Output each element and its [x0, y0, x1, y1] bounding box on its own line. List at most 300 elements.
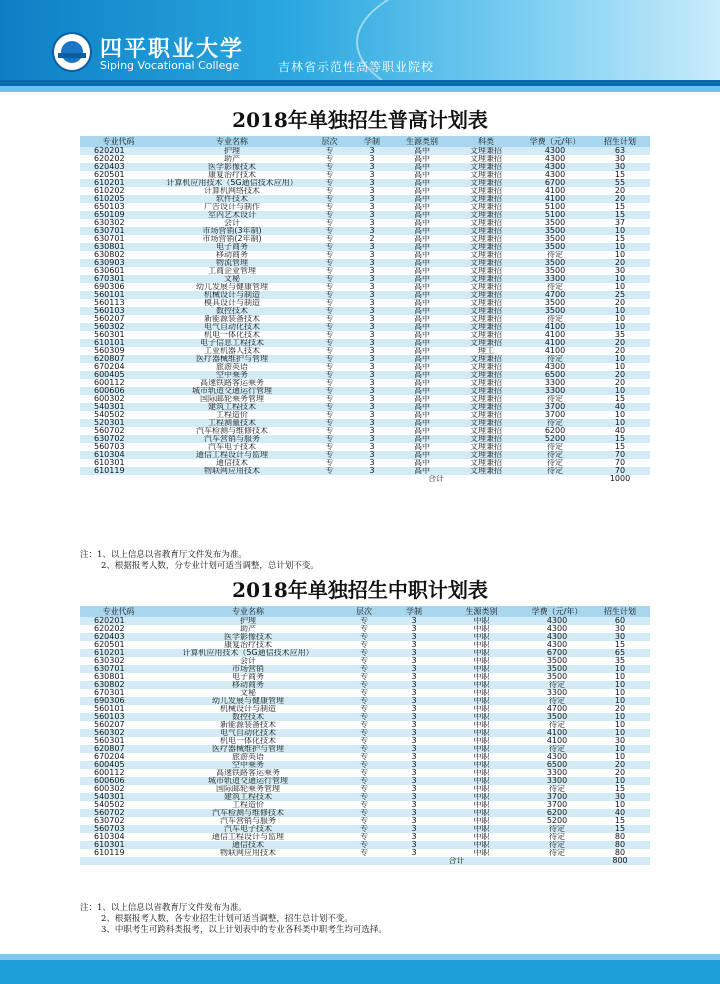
- column-header: 学制: [389, 606, 439, 617]
- table-cell: 中职: [439, 705, 524, 713]
- table-row: [80, 841, 650, 849]
- table-cell: 4300: [520, 147, 590, 155]
- table-cell: 文理兼招: [452, 371, 520, 379]
- total-row: [80, 475, 650, 483]
- table-cell: 4300: [524, 625, 590, 633]
- table-cell: 新能源装备技术: [157, 315, 307, 323]
- table-cell: 专: [339, 697, 389, 705]
- table-cell: 3: [352, 259, 392, 267]
- table-cell: 专: [307, 459, 352, 467]
- table-cell: 4100: [520, 323, 590, 331]
- table-row: [80, 227, 650, 235]
- table-row: [80, 235, 650, 243]
- table-cell: 3500: [520, 219, 590, 227]
- table-cell: 专: [339, 817, 389, 825]
- table-row: [80, 219, 650, 227]
- table1-title: 2018年单独招生普高计划表: [232, 108, 488, 132]
- table-cell: 文理兼招: [452, 275, 520, 283]
- table-cell: 待定: [524, 721, 590, 729]
- table-row: [80, 243, 650, 251]
- table-cell: 高中: [392, 147, 452, 155]
- table-cell: 专: [307, 387, 352, 395]
- table-cell: 待定: [520, 315, 590, 323]
- table-cell: 专: [307, 219, 352, 227]
- table-cell: 专: [307, 347, 352, 355]
- table-cell: 专: [307, 395, 352, 403]
- school-name-en: Siping Vocational College: [100, 59, 240, 72]
- table-cell: 3: [352, 355, 392, 363]
- table-cell: 文秘: [157, 275, 307, 283]
- table-cell: 20: [590, 761, 650, 769]
- table-cell: 6700: [524, 649, 590, 657]
- table-row: [80, 817, 650, 825]
- table-cell: 专: [307, 251, 352, 259]
- table-cell: 文理兼招: [452, 259, 520, 267]
- table-row: [80, 323, 650, 331]
- table-cell: 40: [590, 427, 650, 435]
- table-cell: 中职: [439, 673, 524, 681]
- table-cell: 会计: [157, 657, 339, 665]
- table-cell: 6500: [524, 761, 590, 769]
- table-cell: 新能源装备技术: [157, 721, 339, 729]
- table-cell: 待定: [524, 697, 590, 705]
- table-cell: 高中: [392, 291, 452, 299]
- note-line: 2、根据报考人数，分专业计划可适当调整，总计划不变。: [101, 561, 319, 571]
- table-cell: 高中: [392, 307, 452, 315]
- table-cell: 4100: [520, 195, 590, 203]
- table-cell: 医疗器械维护与管理: [157, 355, 307, 363]
- table-cell: 高中: [392, 459, 452, 467]
- table-cell: 专: [339, 753, 389, 761]
- table-cell: 3: [389, 649, 439, 657]
- table-cell: 专: [339, 713, 389, 721]
- table-cell: 35: [590, 657, 650, 665]
- table-cell: 80: [590, 833, 650, 841]
- table-cell: 文理兼招: [452, 323, 520, 331]
- table-cell: 文理兼招: [452, 427, 520, 435]
- table-cell: 专: [339, 633, 389, 641]
- table-cell: 70: [590, 467, 650, 475]
- table-cell: 专: [307, 467, 352, 475]
- table-cell: 10: [590, 721, 650, 729]
- table-cell: 专: [307, 307, 352, 315]
- table-cell: 70: [590, 451, 650, 459]
- table-cell: 高中: [392, 363, 452, 371]
- table-cell: 80: [590, 841, 650, 849]
- table-row: [80, 769, 650, 777]
- table-cell: 600405: [80, 371, 157, 379]
- table-cell: 630701: [80, 665, 157, 673]
- table-cell: 600112: [80, 769, 157, 777]
- table-cell: 汽车检测与维修技术: [157, 809, 339, 817]
- table-row: [80, 403, 650, 411]
- table-row: [80, 379, 650, 387]
- table-row: [80, 673, 650, 681]
- table-cell: 医学影像技术: [157, 633, 339, 641]
- table-row: [80, 267, 650, 275]
- table-cell: 10: [590, 355, 650, 363]
- table-cell: 高中: [392, 355, 452, 363]
- table-cell: 610201: [80, 179, 157, 187]
- table-cell: 10: [590, 243, 650, 251]
- table-cell: 专: [339, 769, 389, 777]
- table-cell: 3500: [524, 713, 590, 721]
- table-cell: 4100: [524, 729, 590, 737]
- table-row: [80, 331, 650, 339]
- table-cell: 15: [590, 235, 650, 243]
- total-row: [80, 857, 650, 865]
- table-cell: 机电一体化技术: [157, 737, 339, 745]
- table-cell: 3: [352, 427, 392, 435]
- table-cell: 3: [352, 283, 392, 291]
- table-cell: 3: [389, 777, 439, 785]
- table-cell: 3: [352, 219, 392, 227]
- table-row: [80, 625, 650, 633]
- table-cell: 待定: [520, 459, 590, 467]
- table-row: [80, 291, 650, 299]
- note-line: 注：1、以上信息以省教育厅文件发布为准。: [80, 550, 247, 560]
- table-cell: 文理兼招: [452, 243, 520, 251]
- table-cell: 工程造价: [157, 411, 307, 419]
- table-row: [80, 203, 650, 211]
- table-cell: 文理兼招: [452, 411, 520, 419]
- table-cell: 610101: [80, 339, 157, 347]
- table-cell: 3700: [520, 403, 590, 411]
- table-cell: 中职: [439, 721, 524, 729]
- table-cell: 专: [307, 419, 352, 427]
- table-cell: 20: [590, 187, 650, 195]
- table-cell: 专: [307, 371, 352, 379]
- table-cell: 待定: [520, 251, 590, 259]
- table-cell: 15: [590, 435, 650, 443]
- table-cell: 3: [389, 825, 439, 833]
- table-cell: 专: [307, 363, 352, 371]
- table-cell: 物联网应用技术: [157, 849, 339, 857]
- table-cell: 3: [389, 849, 439, 857]
- table-cell: 3500: [524, 657, 590, 665]
- table-cell: 待定: [520, 419, 590, 427]
- table-cell: 数控技术: [157, 307, 307, 315]
- table-cell: 待定: [520, 283, 590, 291]
- table-cell: 600302: [80, 395, 157, 403]
- table-cell: 3300: [520, 379, 590, 387]
- table-cell: 4700: [524, 705, 590, 713]
- table-row: [80, 825, 650, 833]
- table-cell: 市场营销(3年制): [157, 227, 307, 235]
- table-cell: 电气自动化技术: [157, 729, 339, 737]
- table-row: [80, 459, 650, 467]
- table-cell: 中职: [439, 777, 524, 785]
- table-cell: 高中: [392, 371, 452, 379]
- table-cell: 专: [307, 403, 352, 411]
- table-cell: 专: [339, 729, 389, 737]
- page-header: [0, 0, 720, 92]
- table-row: [80, 705, 650, 713]
- table-cell: 文理兼招: [452, 451, 520, 459]
- table-cell: 4100: [520, 339, 590, 347]
- table-cell: 国际邮轮乘务管理: [157, 395, 307, 403]
- table-cell: 560103: [80, 713, 157, 721]
- table-cell: 4300: [520, 163, 590, 171]
- table-cell: 文理兼招: [452, 395, 520, 403]
- table-cell: 康复治疗技术: [157, 641, 339, 649]
- table-cell: 机电一体化技术: [157, 331, 307, 339]
- table-cell: 670301: [80, 275, 157, 283]
- table-cell: 中职: [439, 801, 524, 809]
- table-cell: 专: [307, 259, 352, 267]
- table-cell: 3: [352, 371, 392, 379]
- table-cell: 65: [590, 649, 650, 657]
- table-cell: 3: [352, 339, 392, 347]
- table-row: [80, 339, 650, 347]
- table-cell: 670301: [80, 689, 157, 697]
- table-cell: 专: [339, 785, 389, 793]
- table-row: [80, 147, 650, 155]
- table-cell: 幼儿发展与健康管理: [157, 697, 339, 705]
- table2-notes: [80, 903, 680, 936]
- table-cell: 医学影像技术: [157, 163, 307, 171]
- table-cell: 文理兼招: [452, 307, 520, 315]
- table-cell: 文理兼招: [452, 251, 520, 259]
- table-cell: 工程造价: [157, 801, 339, 809]
- table-cell: 610301: [80, 841, 157, 849]
- table-cell: 模具设计与制造: [157, 299, 307, 307]
- table-row: [80, 347, 650, 355]
- table-cell: 待定: [524, 681, 590, 689]
- table-cell: 3: [352, 211, 392, 219]
- page-footer: [0, 954, 720, 984]
- table-cell: 3300: [524, 777, 590, 785]
- table-row: [80, 793, 650, 801]
- table-cell: 中职: [439, 841, 524, 849]
- table-cell: 3: [352, 163, 392, 171]
- table-cell: 560101: [80, 291, 157, 299]
- table-cell: 机械设计与制造: [157, 291, 307, 299]
- column-header: 专业代码: [80, 606, 157, 617]
- column-header: 招生计划: [590, 136, 650, 147]
- table-cell: 3: [352, 147, 392, 155]
- table-cell: 城市轨道交通运行管理: [157, 777, 339, 785]
- table-cell: 高中: [392, 195, 452, 203]
- table-cell: 15: [590, 211, 650, 219]
- table-cell: 专: [307, 171, 352, 179]
- table-cell: 3: [352, 395, 392, 403]
- table-cell: 旅游英语: [157, 363, 307, 371]
- table-cell: 专: [339, 793, 389, 801]
- table-cell: 3300: [524, 769, 590, 777]
- table-cell: 工程测量技术: [157, 419, 307, 427]
- table-cell: 3500: [524, 665, 590, 673]
- table-cell: 3: [389, 641, 439, 649]
- table-cell: 4300: [524, 633, 590, 641]
- table-cell: 文理兼招: [452, 227, 520, 235]
- table-cell: 60: [590, 617, 650, 625]
- table-cell: 护理: [157, 147, 307, 155]
- table-cell: 620403: [80, 163, 157, 171]
- table-cell: 文理兼招: [452, 179, 520, 187]
- table-row: [80, 785, 650, 793]
- table-cell: 63: [590, 147, 650, 155]
- table-cell: 20: [590, 769, 650, 777]
- table-cell: 高中: [392, 339, 452, 347]
- school-tagline: 吉林省示范性高等职业院校: [278, 60, 435, 74]
- table-cell: 高中: [392, 187, 452, 195]
- table-cell: 待定: [520, 395, 590, 403]
- table-cell: 中职: [439, 689, 524, 697]
- table-row: [80, 307, 650, 315]
- table-cell: 3: [389, 761, 439, 769]
- table-cell: 20: [590, 299, 650, 307]
- total-value: 800: [590, 857, 650, 865]
- table-cell: 3: [389, 841, 439, 849]
- table-cell: 待定: [524, 785, 590, 793]
- table-cell: 620807: [80, 355, 157, 363]
- table-row: [80, 251, 650, 259]
- note-line: 2、根据报考人数，各专业招生计划可适当调整，招生总计划不变。: [101, 914, 353, 924]
- table-cell: 3: [389, 657, 439, 665]
- table-cell: 670204: [80, 753, 157, 761]
- table-cell: 幼儿发展与健康管理: [157, 283, 307, 291]
- table-cell: 专: [307, 355, 352, 363]
- table-cell: 3: [352, 179, 392, 187]
- column-header: 专业代码: [80, 136, 157, 147]
- table-cell: 3: [389, 681, 439, 689]
- table-cell: 市场营销: [157, 665, 339, 673]
- table-cell: 专: [339, 841, 389, 849]
- table-cell: 620501: [80, 641, 157, 649]
- table-cell: 高中: [392, 299, 452, 307]
- table-cell: 3: [352, 403, 392, 411]
- table-cell: 10: [590, 227, 650, 235]
- table-cell: 高中: [392, 275, 452, 283]
- table-cell: 5200: [520, 435, 590, 443]
- table-cell: 540301: [80, 403, 157, 411]
- table-cell: 高速铁路客运乘务: [157, 379, 307, 387]
- table-cell: 25: [590, 291, 650, 299]
- table-cell: 中职: [439, 649, 524, 657]
- table-row: [80, 195, 650, 203]
- table-cell: 高中: [392, 443, 452, 451]
- table-cell: 工商企业管理: [157, 267, 307, 275]
- column-header: 生源类别: [439, 606, 524, 617]
- table-cell: 610304: [80, 451, 157, 459]
- table-cell: 文理兼招: [452, 379, 520, 387]
- table-cell: 助产: [157, 155, 307, 163]
- table-cell: 汽车营销与服务: [157, 435, 307, 443]
- table-cell: 6500: [520, 371, 590, 379]
- table-cell: 3: [389, 625, 439, 633]
- column-header: 层次: [339, 606, 389, 617]
- table-cell: 专: [339, 689, 389, 697]
- table-cell: 15: [590, 785, 650, 793]
- table-cell: 630801: [80, 243, 157, 251]
- table-cell: 高速铁路客运乘务: [157, 769, 339, 777]
- table-cell: 3: [389, 745, 439, 753]
- table-cell: 620202: [80, 625, 157, 633]
- table-cell: 560302: [80, 729, 157, 737]
- table-cell: 中职: [439, 633, 524, 641]
- table-cell: 中职: [439, 713, 524, 721]
- table-cell: 专: [339, 849, 389, 857]
- column-header: 层次: [307, 136, 352, 147]
- table-cell: 630903: [80, 259, 157, 267]
- table-cell: 4100: [520, 347, 590, 355]
- table-row: [80, 467, 650, 475]
- table-cell: 10: [590, 689, 650, 697]
- table-row: [80, 649, 650, 657]
- table-cell: 690306: [80, 697, 157, 705]
- table-cell: 室内艺术设计: [157, 211, 307, 219]
- table-cell: 560302: [80, 323, 157, 331]
- column-header: 学制: [352, 136, 392, 147]
- table-row: [80, 641, 650, 649]
- table-cell: 540502: [80, 411, 157, 419]
- table-cell: 理工: [452, 347, 520, 355]
- table-cell: 文理兼招: [452, 315, 520, 323]
- table-cell: 3: [352, 315, 392, 323]
- table-cell: 3700: [524, 793, 590, 801]
- table-cell: 6200: [524, 809, 590, 817]
- table-cell: 空中乘务: [157, 371, 307, 379]
- table-cell: 高中: [392, 403, 452, 411]
- table-cell: 620201: [80, 617, 157, 625]
- table-row: [80, 689, 650, 697]
- column-header: 科类: [452, 136, 520, 147]
- table-cell: 中职: [439, 729, 524, 737]
- table-cell: 汽车电子技术: [157, 443, 307, 451]
- table-cell: 文理兼招: [452, 187, 520, 195]
- table-cell: 70: [590, 459, 650, 467]
- table-cell: 电子信息工程技术: [157, 339, 307, 347]
- table-row: [80, 259, 650, 267]
- table-cell: 6200: [520, 427, 590, 435]
- table-row: [80, 681, 650, 689]
- table-cell: 630701: [80, 235, 157, 243]
- table-cell: 3: [389, 665, 439, 673]
- table-cell: 3: [389, 721, 439, 729]
- table-cell: 560103: [80, 307, 157, 315]
- table-cell: 专: [307, 195, 352, 203]
- column-header: 招生计划: [590, 606, 650, 617]
- table-row: [80, 387, 650, 395]
- note-line: 注：1、以上信息以省教育厅文件发布为准。: [80, 903, 247, 913]
- table-cell: 560702: [80, 809, 157, 817]
- table-cell: 630801: [80, 673, 157, 681]
- table-cell: 专: [307, 243, 352, 251]
- table-cell: 520301: [80, 419, 157, 427]
- table-cell: 3: [352, 171, 392, 179]
- table-cell: 3: [352, 243, 392, 251]
- table-cell: 中职: [439, 817, 524, 825]
- table-cell: 630302: [80, 657, 157, 665]
- table-row: [80, 833, 650, 841]
- table-cell: 3: [352, 443, 392, 451]
- table-cell: 高中: [392, 203, 452, 211]
- table-cell: 3: [389, 769, 439, 777]
- table-cell: 中职: [439, 761, 524, 769]
- table-cell: 专: [307, 379, 352, 387]
- table-cell: 20: [590, 371, 650, 379]
- table-cell: 中职: [439, 681, 524, 689]
- table-cell: 5100: [520, 211, 590, 219]
- table-row: [80, 435, 650, 443]
- table-cell: 专: [339, 617, 389, 625]
- table-row: [80, 721, 650, 729]
- table-cell: 610301: [80, 459, 157, 467]
- table-cell: 610201: [80, 649, 157, 657]
- table-cell: 文理兼招: [452, 355, 520, 363]
- table-cell: 文理兼招: [452, 147, 520, 155]
